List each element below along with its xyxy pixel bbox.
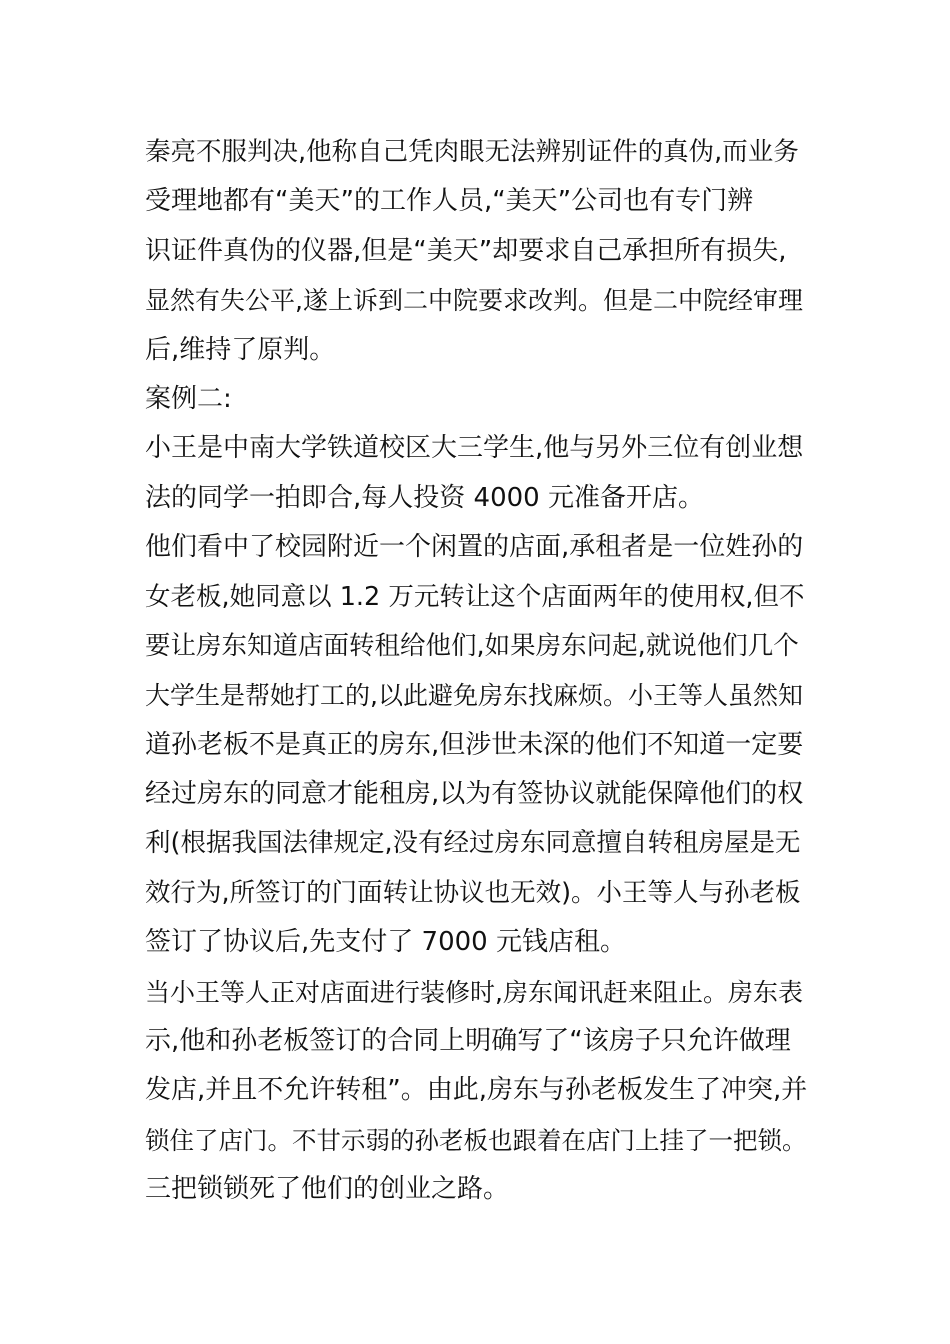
text-line: 显然有失公平,遂上诉到二中院要求改判。但是二中院经审理 (145, 286, 803, 316)
text-line: 签订了协议后,先支付了 7000 元钱店租。 (145, 927, 626, 958)
text-line: 效行为,所签订的门面转让协议也无效)。小王等人与孙老板 (145, 877, 801, 908)
text-line: 受理地都有“美天”的工作人员,“美天”公司也有专门辨 (145, 186, 754, 217)
text-line: 女老板,她同意以 1.2 万元转让这个店面两年的使用权,但不 (145, 581, 805, 612)
text-line: 发店,并且不允许转租”。由此,房东与孙老板发生了冲突,并 (145, 1075, 808, 1106)
text-line: 经过房东的同意才能租房,以为有签协议就能保障他们的权 (145, 779, 804, 810)
text-line: 锁住了店门。不甘示弱的孙老板也跟着在店门上挂了一把锁。 (145, 1125, 807, 1155)
text-line: 要让房东知道店面转租给他们,如果房东问起,就说他们几个 (145, 630, 799, 661)
text-line: 后,维持了原判。 (145, 334, 336, 365)
text-line: 小王是中南大学铁道校区大三学生,他与另外三位有创业想 (145, 433, 804, 464)
text-line: 他们看中了校园附近一个闲置的店面,承租者是一位姓孙的 (145, 532, 804, 563)
text-line: 秦亮不服判决,他称自己凭肉眼无法辨别证件的真伪,而业务 (145, 137, 799, 167)
text-line: 法的同学一拍即合,每人投资 4000 元准备开店。 (145, 482, 704, 513)
text-line: 三把锁锁死了他们的创业之路。 (145, 1174, 510, 1205)
text-line: 示,他和孙老板签订的合同上明确写了“该房子只允许做理 (145, 1026, 791, 1057)
document-body (145, 128, 810, 1215)
text-line: 大学生是帮她打工的,以此避免房东找麻烦。小王等人虽然知 (145, 681, 803, 711)
section-heading: 案例二: (145, 383, 232, 414)
text-line: 当小王等人正对店面进行装修时,房东闻讯赶来阻止。房东表 (145, 977, 803, 1007)
text-line: 识证件真伪的仪器,但是“美天”却要求自己承担所有损失, (145, 235, 787, 266)
text-line: 道孙老板不是真正的房东,但涉世未深的他们不知道一定要 (145, 729, 804, 760)
text-line: 利(根据我国法律规定,没有经过房东同意擅自转租房屋是无 (145, 828, 801, 859)
